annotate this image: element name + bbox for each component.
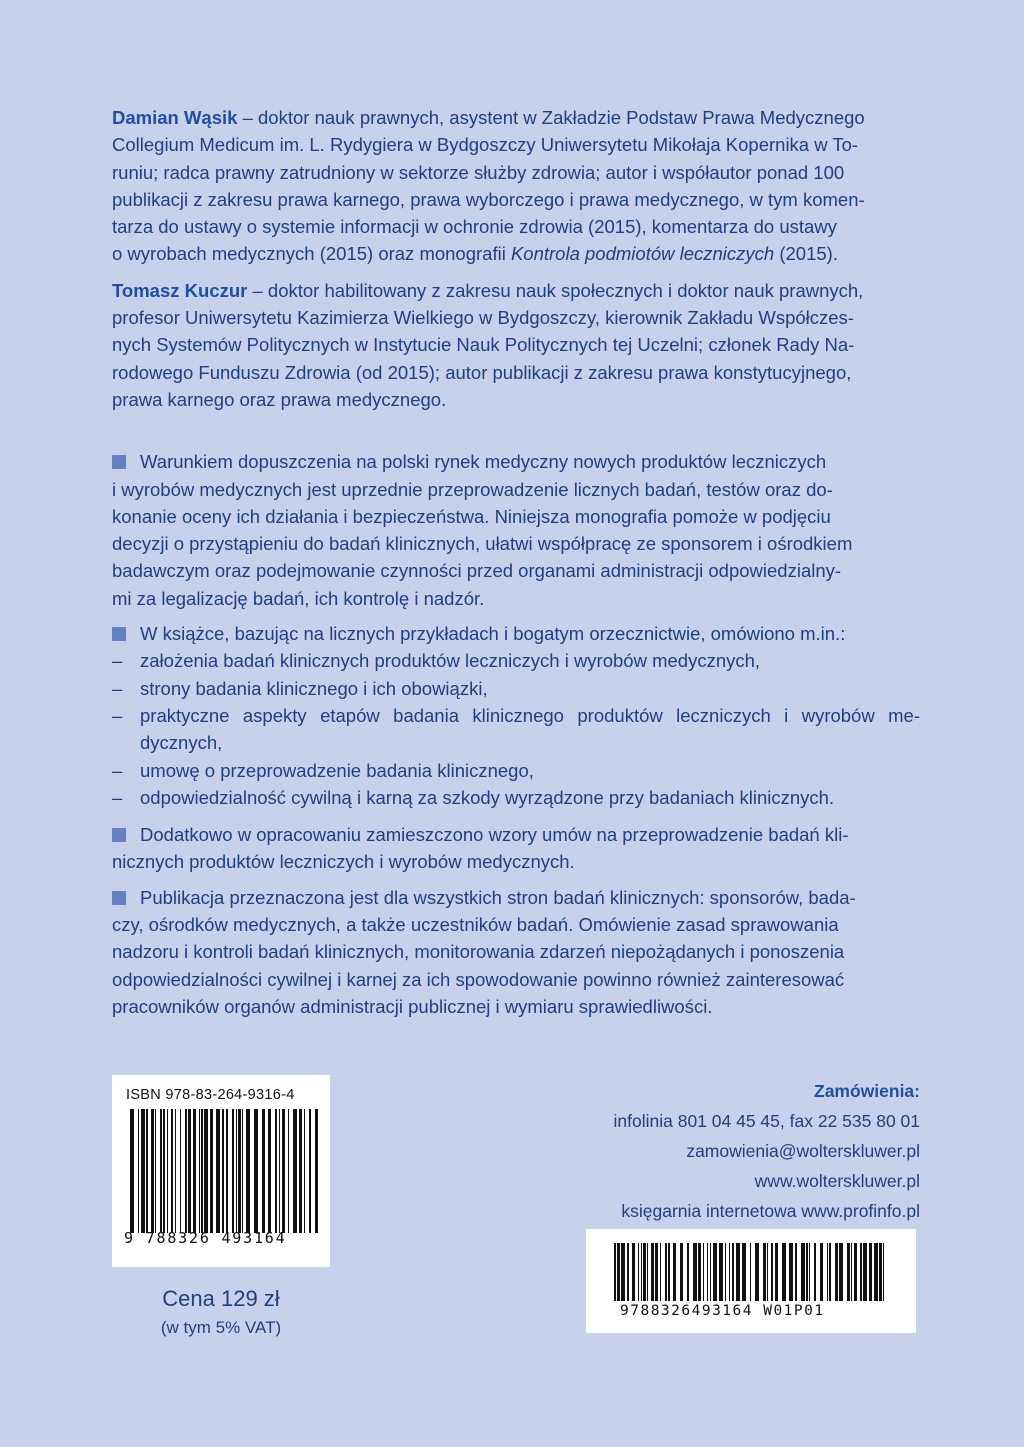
- author-name-wasik: Damian Wąsik: [112, 107, 238, 128]
- main-text: [112, 104, 920, 1028]
- isbn-barcode-icon: [130, 1109, 320, 1233]
- list-item: – założenia badań klinicznych produktów leczniczych i wyrobów medycznych,: [112, 650, 761, 672]
- description-paragraph-1: Warunkiem dopuszczenia na polski rynek medyczny nowych produktów leczniczych i wyrobów medycznych jest uprzednie przeprowadzenie licznych badań, testów oraz do- konanie oceny ich działania i bezpieczeństwa. Niniejsza monografia pomoże w podjęciu decyzji o przystąpieniu do badań klinicznych, ułatwi współpracę ze sponsorem i ośrodkiem badawczym oraz podejmowanie czynności przed organami administracji odpowiedzialny- mi za legalizację badań, ich kontrolę i nadzór.: [112, 451, 853, 609]
- isbn-label: ISBN 978-83-264-9316-4: [126, 1087, 295, 1103]
- author-name-kuczur: Tomasz Kuczur: [112, 279, 248, 301]
- product-barcode-icon: [614, 1243, 888, 1301]
- topics-list: [112, 647, 920, 811]
- orders-phone: infolinia 801 04 45 45, fax 22 535 80 01: [613, 1111, 920, 1131]
- square-bullet-icon: [112, 828, 126, 842]
- square-bullet-icon: [112, 627, 126, 641]
- price: Cena 129 zł: [162, 1286, 280, 1311]
- list-item: – praktyczne aspekty etapów badania klinicznego produktów leczniczych i wyrobów me-dycznych,: [112, 704, 920, 754]
- square-bullet-icon: [112, 891, 126, 905]
- product-barcode-box: [586, 1229, 916, 1333]
- orders-bookstore: księgarnia internetowa www.profinfo.pl: [621, 1201, 920, 1221]
- price-vat: (w tym 5% VAT): [160, 1318, 282, 1337]
- author-bio-wasik: Damian Wąsik – doktor nauk prawnych, asystent w Zakładzie Podstaw Prawa Medycznego Collegium Medicum im. L. Rydygiera w Bydgoszczy Uniwersytetu Mikołaja Kopernika w To- runiu; radca prawny zatrudniony w sektorze służby zdrowia; autor i współautor ponad 100 publikacji z zakresu prawa karnego, prawa wyborczego i prawa medycznego, w tym komen- tarza do ustawy o systemie informacji w ochronie zdrowia (2015), komentarza do ustawy o wyrobach medycznych (2015) oraz monografii Kontrola podmiotów leczniczych (2015).: [112, 107, 865, 265]
- description-paragraph-4: Publikacja przeznaczona jest dla wszystkich stron badań klinicznych: sponsorów, bada- czy, ośrodków medycznych, a także uczestników badań. Omówienie zasad sprawowania nadzoru i kontroli badań klinicznych, monitorowania zdarzeń niepożądanych i ponoszenia odpowiedzialności cywilnej i karnej za ich spowodowanie powinno również zainteresować pracowników organów administracji publicznej i wymiaru sprawiedliwości.: [112, 886, 856, 1017]
- list-item: – strony badania klinicznego i ich obowiązki,: [112, 677, 488, 699]
- list-item: – umowę o przeprowadzenie badania klinicznego,: [112, 759, 534, 781]
- isbn-digits: 9 788326 493164: [124, 1229, 287, 1247]
- orders-title: Zamówienia:: [814, 1081, 920, 1101]
- orders-website: www.wolterskluwer.pl: [754, 1171, 920, 1191]
- orders-email: zamowienia@wolterskluwer.pl: [686, 1141, 920, 1161]
- orders-info: [614, 1076, 921, 1226]
- author-bio-kuczur: Tomasz Kuczur – doktor habilitowany z zakresu nauk społecznych i doktor nauk prawnych, profesor Uniwersytetu Kazimierza Wielkiego w Bydgoszczy, kierownik Zakładu Współczes- nych Systemów Politycznych w Instytucie Nauk Politycznych tej Uczelni; członek Rady Na- rodowego Funduszu Zdrowia (od 2015); autor publikacji z zakresu prawa konstytucyjnego, prawa karnego oraz prawa medycznego.: [112, 279, 864, 410]
- isbn-barcode-box: [112, 1075, 330, 1267]
- square-bullet-icon: [112, 455, 126, 469]
- book-title-reference: Kontrola podmiotów leczniczych: [510, 243, 775, 265]
- list-item: – odpowiedzialność cywilną i karną za szkody wyrządzone przy badaniach klinicznych.: [112, 786, 835, 808]
- description-paragraph-3: Dodatkowo w opracowaniu zamieszczono wzory umów na przeprowadzenie badań kli- nicznych produktów leczniczych i wyrobów medycznych.: [112, 824, 849, 873]
- product-barcode-digits: 9788326493164 W01P01: [620, 1303, 825, 1319]
- description-paragraph-2: W książce, bazując na licznych przykładach i bogatym orzecznictwie, omówiono m.in.:: [112, 620, 920, 647]
